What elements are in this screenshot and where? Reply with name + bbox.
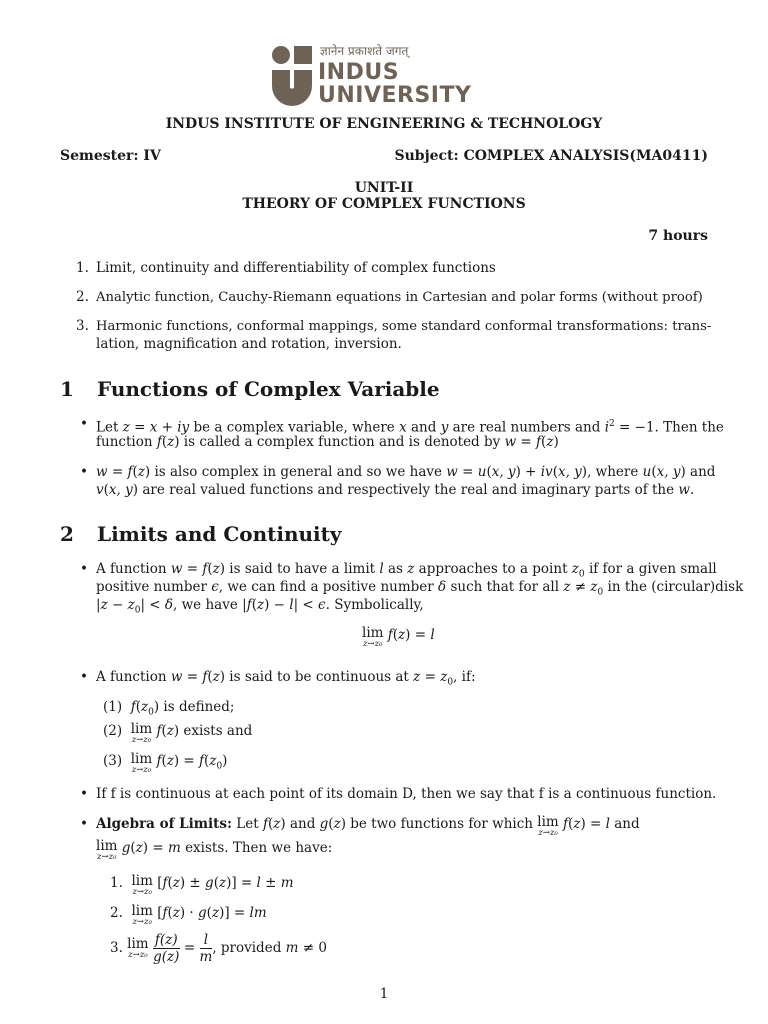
- logo-name-line1: INDUS: [318, 60, 400, 85]
- s2-bullet-2: • A function w = f(z) is said to be continuous at $z = z_0$, if:: [96, 668, 476, 693]
- section-1-heading: [60, 377, 440, 401]
- s1-bullet-2-line2: v(x, y) are real valued functions and respectively the real and imaginary parts of the w.: [96, 482, 695, 498]
- syllabus-num-1: 1.: [76, 260, 89, 276]
- logo-name: [318, 61, 471, 107]
- limit-definition-formula: lim z→z₀ f(z) = l: [362, 625, 435, 649]
- section-2-heading: [60, 522, 342, 546]
- continuity-condition-1: (1) $f(z_0)$ is defined;: [103, 699, 235, 718]
- section-1-number: 1: [60, 377, 74, 401]
- s2-bullet-4-line2: lim z→z₀ g(z) = m exists. Then we have:: [96, 838, 333, 862]
- syllabus-item-3-line2: lation, magnification and rotation, inversion.: [96, 336, 402, 352]
- unit-title: THEORY OF COMPLEX FUNCTIONS: [242, 196, 526, 212]
- syllabus-item-3-line1: Harmonic functions, conformal mappings, some standard conformal transformations: trans-: [96, 319, 712, 334]
- institute-name: INDUS INSTITUTE OF ENGINEERING & TECHNOLOGY: [165, 116, 603, 132]
- semester: Semester: IV: [60, 148, 161, 164]
- section-1-title: Functions of Complex Variable: [97, 377, 440, 401]
- unit-label: UNIT-II: [354, 180, 414, 196]
- s2-bullet-1-line1: • A function w = f(z) is said to have a limit l as z approaches to a point $z_0$ if for a given small: [96, 560, 717, 585]
- syllabus-item-2: Analytic function, Cauchy-Riemann equations in Cartesian and polar forms (without proof): [96, 290, 703, 305]
- s2-bullet-3: • If f is continuous at each point of its domain D, then we say that f is a continuous function.: [96, 785, 716, 804]
- continuity-condition-2: (2) lim z→z₀ f(z) exists and: [103, 721, 253, 745]
- continuity-condition-3: (3) lim z→z₀ $f(z) = f(z_0)$: [103, 751, 228, 775]
- limit-rule-2: 2. lim z→z₀ [f(z) · g(z)] = lm: [110, 903, 267, 927]
- limit-rule-3: 3. lim z→z₀ $\frac{f(z)}{g(z)}$ = $\frac{l}{m}$ , provided m ≠ 0: [110, 932, 327, 965]
- page-number: 1: [379, 986, 389, 1002]
- syllabus-num-3: 3.: [76, 318, 89, 334]
- s1-bullet-2-line1: • w = f(z) is also complex in general and so we have w = u(x, y) + iv(x, y), where u(x, y) and: [96, 463, 715, 482]
- s1-bullet-1-line2: function f(z) is called a complex function and is denoted by w = f(z): [96, 434, 559, 450]
- logo-tagline: ज्ञानेन प्रकाशते जगत्: [320, 44, 409, 58]
- s2-bullet-1-line2: positive number ϵ, we can find a positive number δ such that for all $z \ne z_0$ in the (circular)disk: [96, 579, 744, 598]
- university-logo: [270, 42, 500, 110]
- subject: Subject: COMPLEX ANALYSIS(MA0411): [394, 148, 708, 164]
- syllabus-num-2: 2.: [76, 289, 89, 305]
- s2-bullet-4-line1: • Algebra of Limits: Let f(z) and g(z) be two functions for which lim z→z₀ f(z) = l and: [96, 815, 640, 838]
- logo-emblem-icon: [270, 44, 314, 108]
- hours: 7 hours: [648, 228, 708, 244]
- section-2-title: Limits and Continuity: [97, 522, 342, 546]
- syllabus-item-1: Limit, continuity and differentiability of complex functions: [96, 260, 496, 276]
- s1-bullet-1-line1: • Let z = x + iy be a complex variable, where x and y are real numbers and $i^2 = -1$. Then the: [96, 415, 724, 438]
- s2-bullet-1-line3: $|z - z_0| < \delta$, we have |f(z) − l| < ϵ. Symbolically,: [96, 597, 424, 616]
- logo-name-line2: UNIVERSITY: [318, 83, 472, 108]
- section-2-number: 2: [60, 522, 74, 546]
- limit-rule-1: 1. lim z→z₀ [f(z) ± g(z)] = l ± m: [110, 873, 294, 897]
